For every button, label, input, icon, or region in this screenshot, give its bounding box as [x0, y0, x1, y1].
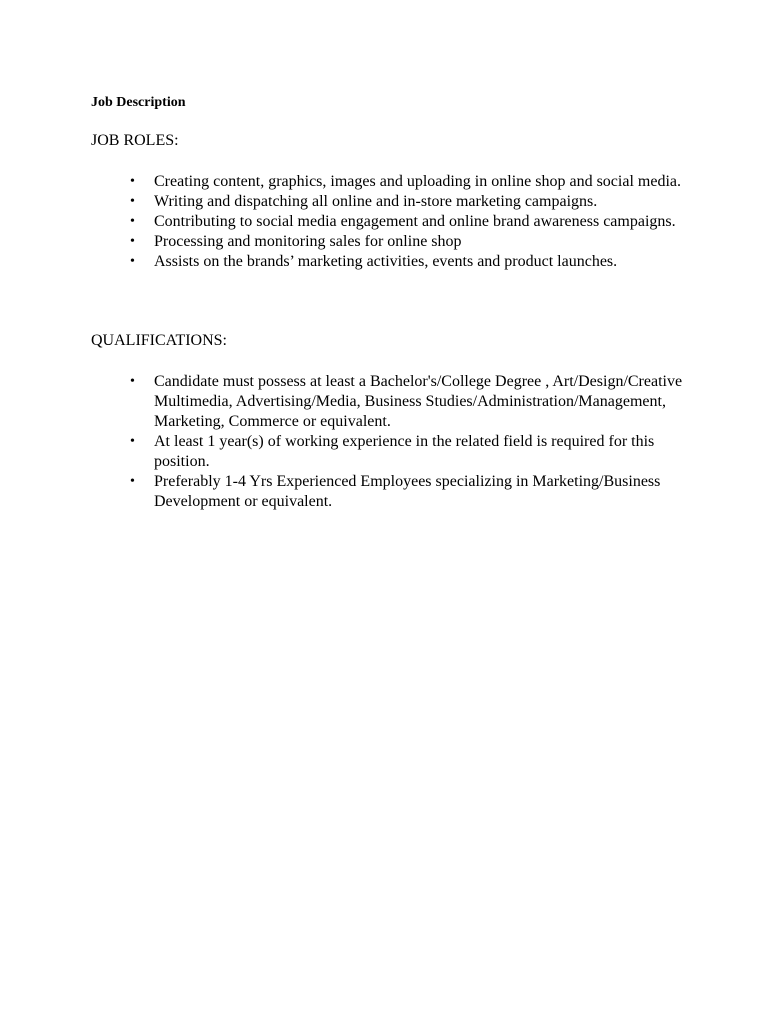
document-title: Job Description [91, 95, 186, 110]
list-item [130, 372, 690, 432]
bullet-icon: • [130, 374, 135, 389]
list-item [130, 432, 690, 472]
list-item-text: Writing and dispatching all online and in-store marketing campaigns. [154, 193, 598, 210]
bullet-icon: • [130, 214, 135, 229]
list-item-text: Candidate must possess at least a Bachelor's/College Degree , Art/Design/Creative Multimedia, Advertising/Media, Business Studies/Administration/Management, Marketing, Commerce or equivalent. [154, 373, 683, 430]
list-item-text: Processing and monitoring sales for online shop [154, 233, 462, 250]
list-item [130, 192, 690, 212]
list-item-text: At least 1 year(s) of working experience in the related field is required for this position. [154, 433, 655, 470]
bullet-icon: • [130, 234, 135, 249]
list-item [130, 252, 690, 272]
qualifications-heading: QUALIFICATIONS: [91, 332, 227, 349]
qualifications-list [130, 372, 690, 512]
bullet-icon: • [130, 434, 135, 449]
list-item [130, 212, 690, 232]
bullet-icon: • [130, 194, 135, 209]
bullet-icon: • [130, 174, 135, 189]
job-roles-list [130, 172, 690, 272]
list-item [130, 172, 690, 192]
list-item [130, 232, 690, 252]
bullet-icon: • [130, 254, 135, 269]
list-item-text: Creating content, graphics, images and uploading in online shop and social media. [154, 173, 681, 190]
bullet-icon: • [130, 474, 135, 489]
job-roles-heading: JOB ROLES: [91, 132, 179, 149]
list-item [130, 472, 690, 512]
list-item-text: Preferably 1-4 Yrs Experienced Employees specializing in Marketing/Business Development or equivalent. [154, 473, 661, 510]
list-item-text: Assists on the brands’ marketing activities, events and product launches. [154, 253, 618, 270]
list-item-text: Contributing to social media engagement and online brand awareness campaigns. [154, 213, 676, 230]
